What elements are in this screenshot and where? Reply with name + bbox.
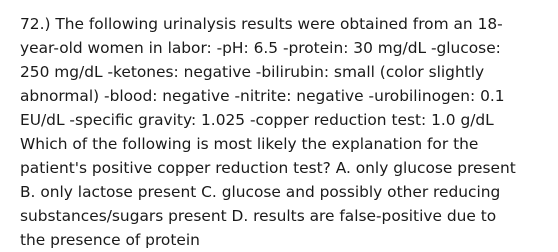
question-text	[20, 12, 550, 252]
question-line: patient's positive copper reduction test? A. only glucose present	[20, 159, 516, 177]
question-line: the presence of protein	[20, 231, 200, 249]
question-line: B. only lactose present C. glucose and possibly other reducing	[20, 183, 501, 201]
question-line: Which of the following is most likely the explanation for the	[20, 135, 479, 153]
question-line: EU/dL -specific gravity: 1.025 -copper reduction test: 1.0 g/dL	[20, 111, 494, 129]
question-line: abnormal) -blood: negative -nitrite: negative -urobilinogen: 0.1	[20, 87, 505, 105]
question-line: 72.) The following urinalysis results were obtained from an 18-	[20, 15, 503, 33]
question-line: substances/sugars present D. results are false-positive due to	[20, 207, 497, 225]
question-line: 250 mg/dL -ketones: negative -bilirubin: small (color slightly	[20, 63, 485, 81]
question-line: year-old women in labor: -pH: 6.5 -protein: 30 mg/dL -glucose:	[20, 39, 501, 57]
